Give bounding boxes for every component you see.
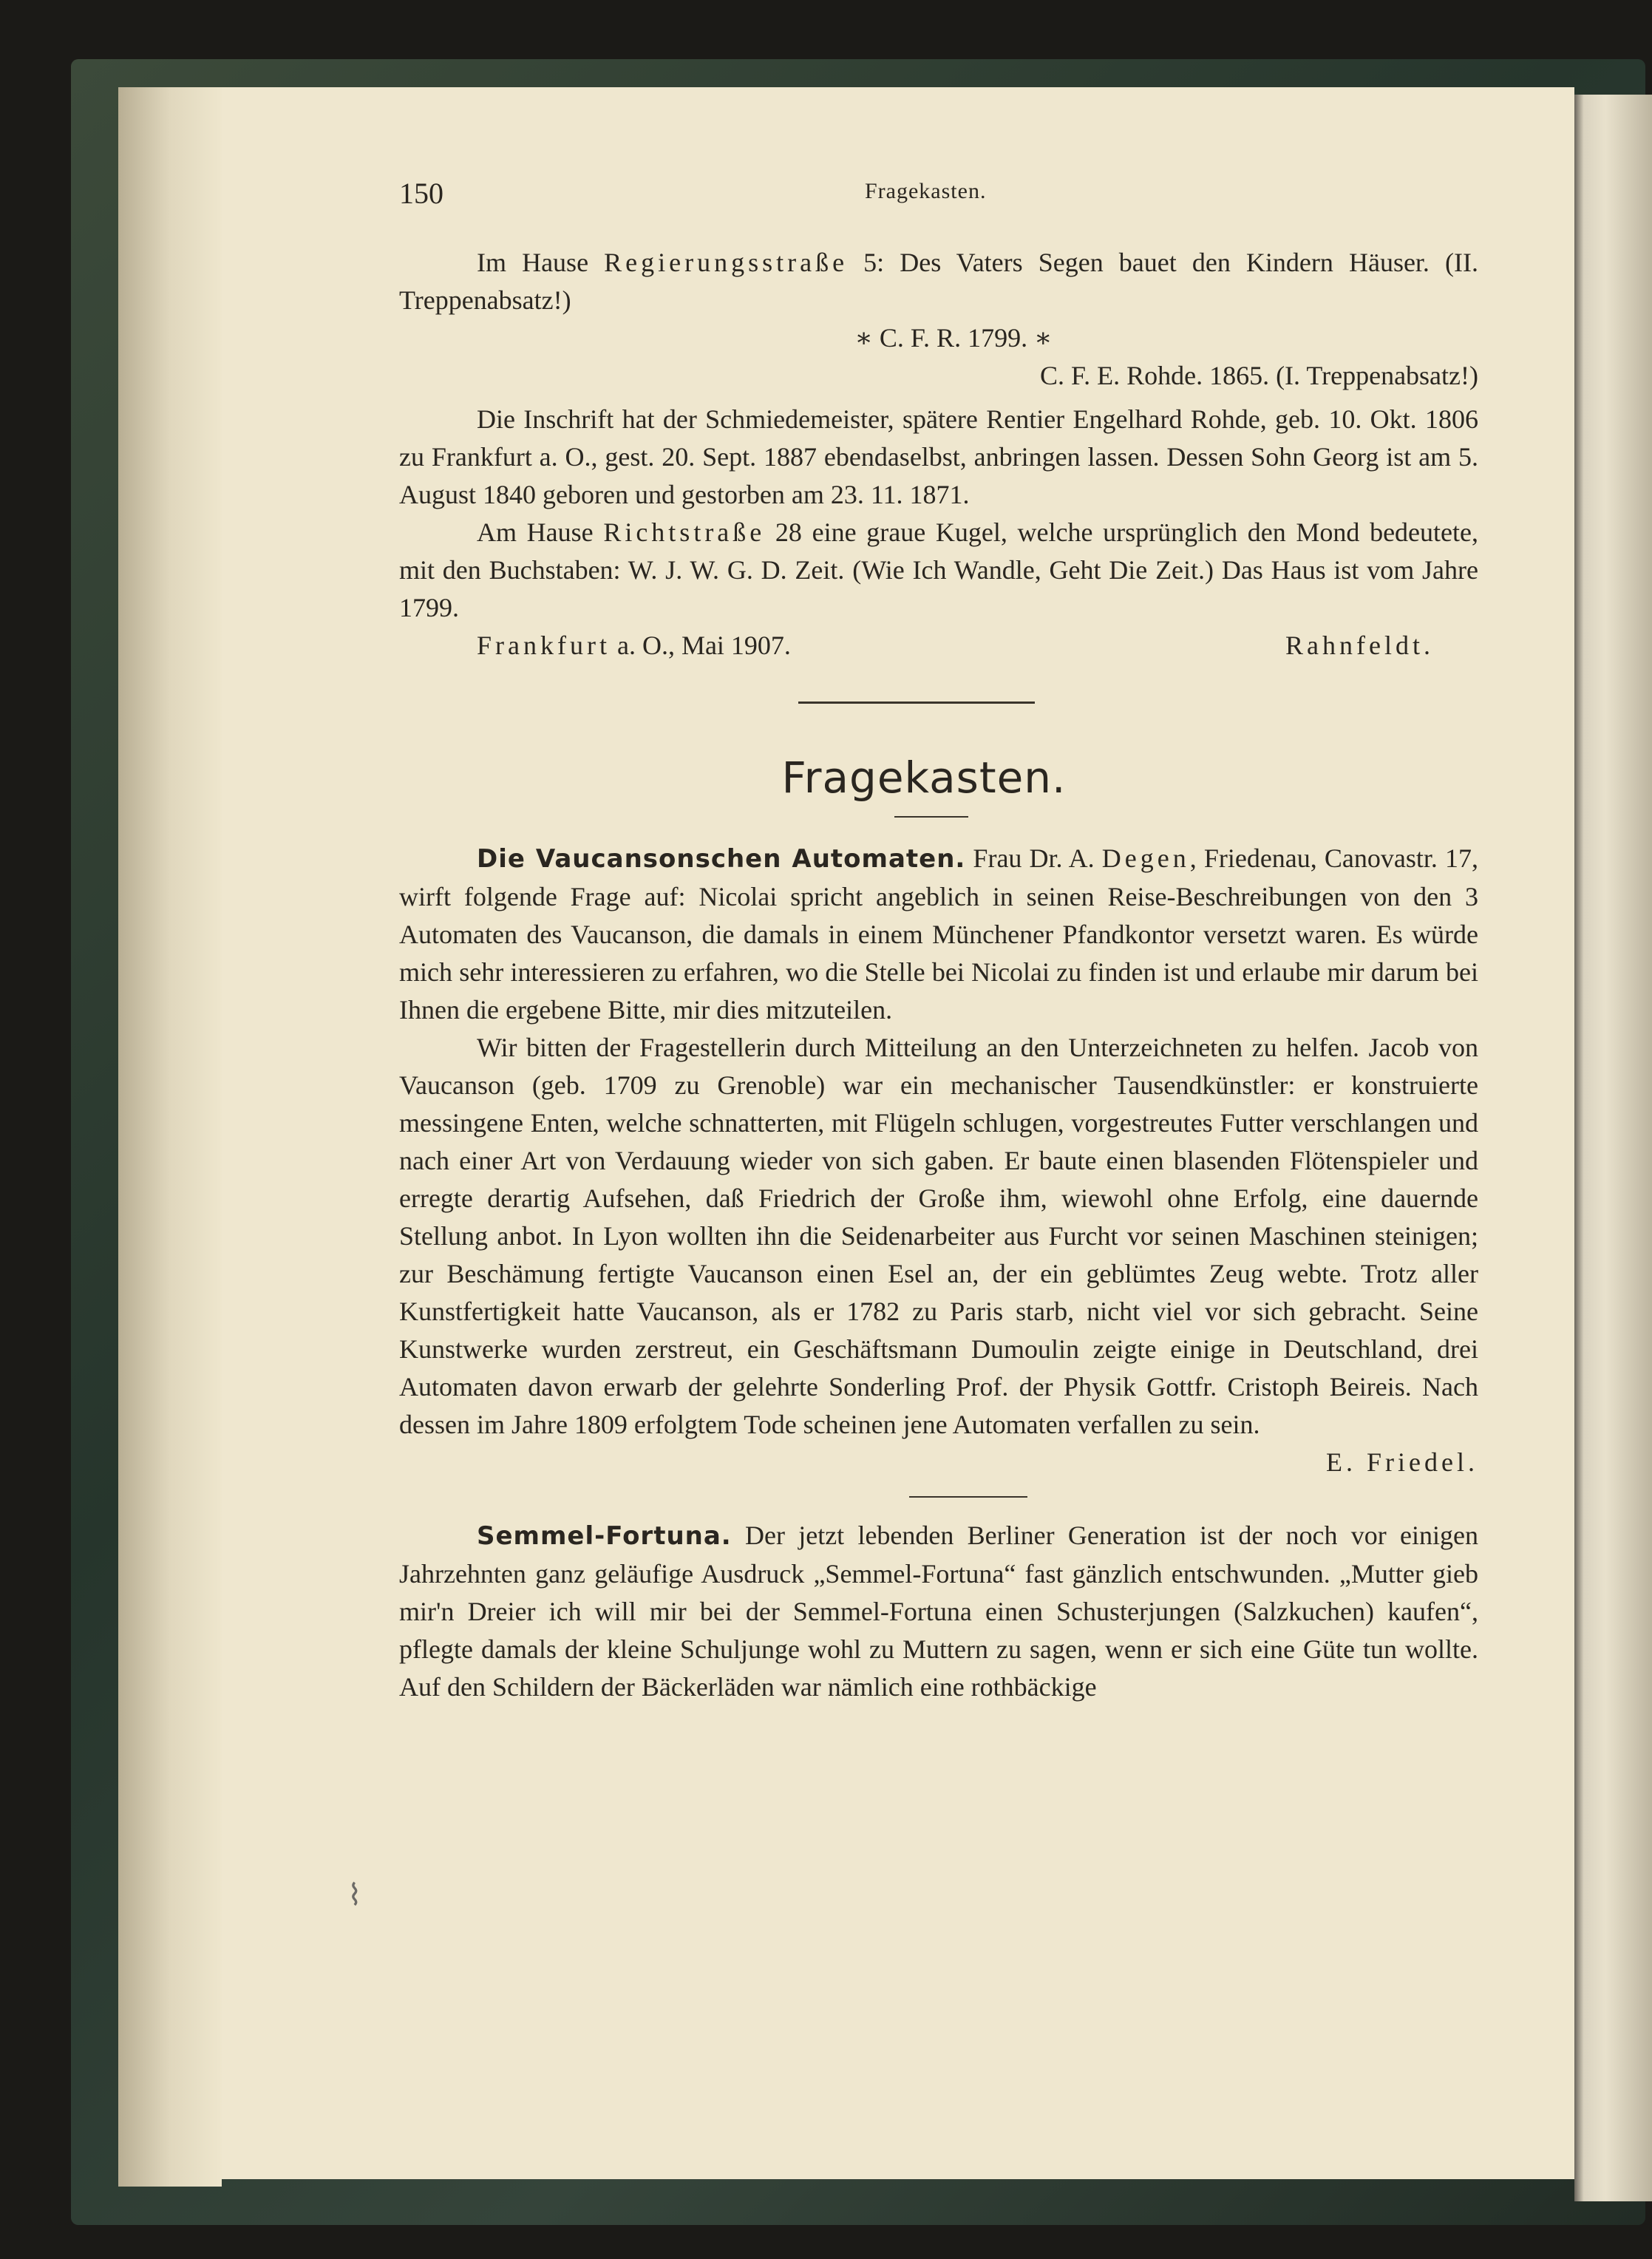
street-name-2: Richtstraße (603, 517, 766, 547)
author-signature: Rahnfeldt. (1285, 631, 1434, 660)
section-divider (798, 702, 1035, 704)
question-intro: Frau Dr. A. (965, 843, 1102, 873)
place: Frankfurt (477, 631, 611, 660)
page-stack-left (118, 87, 222, 2187)
margin-pencil-mark: ⌇ (347, 1878, 362, 1912)
page-number: 150 (399, 177, 443, 210)
inscription-intro (399, 244, 1478, 319)
running-head (399, 176, 1478, 228)
article-heading-fortuna: Semmel-Fortuna. (477, 1521, 732, 1551)
inscription-intro-rest: 5: Des Vaters Segen bauet den Kindern Häuser. (II. Treppenabsatz!) (399, 248, 1478, 315)
answer-paragraph: Wir bitten der Fragestellerin durch Mitteilung an den Unterzeichneten zu helfen. Jacob von Vaucanson (geb. 1709 zu Grenoble) war ein mechanischer Tausendkünstler: er konstruierte messingene Enten, welche schnatterten, mit Flügeln schlugen, vorgestreutes Futter verschlangen und nach einer Art von Verdauung wieder von sich gaben. Er baute einen blasenden Flötenspieler und erregte derartig Aufsehen, daß Friedrich der Große ihm, wiewohl ohne Erfolg, eine dauernde Stellung anbot. In Lyon wollten ihn die Seidenarbeiter aus Furcht vor seinen Maschinen steinigen; zur Beschämung fertigte Vaucanson einen Esel an, der ein geblümtes Zeug webte. Trotz aller Kunstfertigkeit hatte Vaucanson, als er 1782 zu Paris starb, nicht viel vor sich gebracht. Seine Kunstwerke wurden zerstreut, ein Geschäftsmann Dumoulin zeigte einige in Deutschland, drei Automaten davon erwarb der gelehrte Sonderling Prof. der Physik Gottfr. Cristoph Beireis. Nach dessen im Jahre 1809 erfolgtem Tode scheinen jene Automaten verfallen zu sein. (399, 1033, 1478, 1439)
article-heading-vaucanson: Die Vaucansonschen Automaten. (477, 844, 966, 874)
fortuna-paragraph (399, 1517, 1478, 1706)
section-title: Fragekasten. (781, 753, 1067, 803)
question-paragraph (399, 840, 1478, 1029)
page-stack-right (1574, 95, 1652, 2201)
inscription-paragraph: Die Inschrift hat der Schmiedemeister, spätere Rentier Engelhard Rohde, geb. 10. Okt. 1806 zu Frankfurt a. O., gest. 20. Sept. 1887 ebendaselbst, anbringen lassen. Dessen Sohn Georg ist am 5. August 1840 geboren und gestorben am 23. 11. 1871. (399, 404, 1478, 509)
inscription-line-2: C. F. E. Rohde. 1865. (I. Treppenabsatz!) (1039, 361, 1478, 390)
street-name: Regierungsstraße (604, 248, 849, 277)
page-content (399, 176, 1478, 1706)
inscription-intro-start: Im Hause (477, 248, 605, 277)
article-divider (909, 1496, 1027, 1498)
kugel-start: Am Hause (477, 517, 604, 547)
place-date (477, 627, 791, 665)
answer-signature: E. Friedel. (1326, 1447, 1478, 1477)
title-rule (894, 816, 968, 818)
place-rest: a. O., Mai 1907. (610, 631, 791, 660)
kugel-paragraph (399, 514, 1478, 627)
kugel-rest: 28 eine graue Kugel, welche ursprünglich den Mond bedeutete, mit den Buchstaben: W. J. W. G. D. Zeit. (Wie Ich Wandle, Geht Die Zeit.) Das Haus ist vom Jahre 1799. (399, 517, 1478, 622)
fortuna-body: Der jetzt lebenden Berliner Generation ist der noch vor einigen Jahrzehnten ganz geläufige Ausdruck „Semmel-Fortuna“ fast gänzlich entschwunden. „Mutter gieb mir'n Dreier ich will mir bei der Semmel-Fortuna einen Schusterjungen (Salzkuchen) kaufen“, pflegte damals der kleine Schuljunge wohl zu Muttern zu sagen, wenn er sich eine Güte tun wollte. Auf den Schildern der Bäckerläden war nämlich eine rothbäckige (399, 1521, 1478, 1702)
place-date-line (399, 627, 1478, 665)
book-page (222, 87, 1574, 2179)
inscription-line-1: ∗ C. F. R. 1799. ∗ (854, 323, 1053, 353)
questioner-name: Degen (1101, 843, 1190, 873)
running-title: Fragekasten. (865, 179, 987, 203)
question-body: , Friedenau, Canovastr. 17, wirft folgende Frage auf: Nicolai spricht angeblich in seinen Reise-Beschreibungen von den 3 Automaten des Vaucanson, die damals in einem Münchener Pfandkontor versetzt waren. Es würde mich sehr interessieren zu erfahren, wo die Stelle bei Nicolai zu finden ist und erlaube mir darum bei Ihnen die ergebene Bitte, mir dies mitzuteilen. (399, 843, 1478, 1025)
